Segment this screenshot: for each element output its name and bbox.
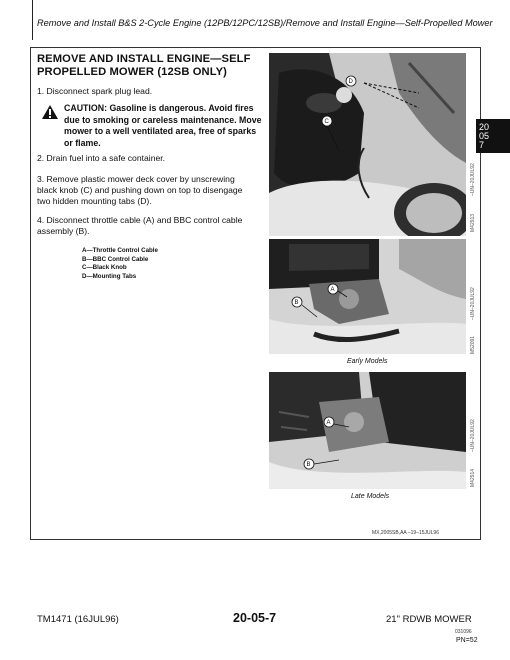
figure-2-code: M52091 [470, 335, 476, 354]
box-footer-code: MX,2005SB,AA –19–15JUL96 [372, 530, 439, 536]
legend-item: A—Throttle Control Cable [82, 247, 158, 254]
callout-a: A [326, 420, 331, 426]
callout-b: B [294, 300, 299, 306]
step-1: 1. Disconnect spark plug lead. [37, 86, 153, 96]
figure-1-date-code: –UN–20JUL92 [470, 163, 476, 196]
step-3-line1: 3. Remove plastic mower deck cover by unscrewing [37, 174, 235, 184]
step-2: 2. Drain fuel into a safe container. [37, 153, 166, 163]
step-3 [37, 174, 242, 208]
callout-b: B [306, 462, 311, 468]
figure-1-code: M42913 [470, 213, 476, 232]
section-tab [476, 119, 510, 153]
tab-line3: 7 [479, 140, 485, 150]
footer-page-number: 20-05-7 [233, 611, 277, 625]
running-header: Remove and Install B&S 2-Cycle Engine (12PB/12PC/12SB)/Remove and Install Engine—Self-Propelled Mower [37, 18, 493, 28]
section-title [37, 53, 267, 78]
figure-3-code: M42914 [470, 468, 476, 487]
figure-2-photo [269, 239, 466, 354]
step-4-line1: 4. Disconnect throttle cable (A) and BBC control cable [37, 215, 243, 225]
figure-3-photo [269, 372, 466, 489]
step-4 [37, 215, 242, 237]
figure-2-date-code: –UN–20JUL92 [470, 287, 476, 320]
step-4-line2: assembly (B). [37, 226, 90, 237]
legend-item: D—Mounting Tabs [82, 272, 137, 280]
figure-1-photo [269, 53, 466, 236]
figure-3-date-code: –UN–20JUL92 [470, 419, 476, 452]
figure-3-caption: Late Models [351, 493, 390, 500]
figure-2-caption: Early Models [347, 358, 388, 365]
footer-pn: PN=52 [456, 637, 478, 644]
callout-c: C [324, 119, 329, 125]
tab-line2: 05 [479, 131, 490, 141]
callout-d: D [348, 79, 353, 85]
figure-legend [82, 247, 158, 281]
callout-a: A [330, 287, 335, 293]
margin-rule [32, 0, 33, 40]
section-title-line1: REMOVE AND INSTALL ENGINE—SELF [37, 53, 251, 65]
step-3-line2: black knob (C) and pushing down on top to disengage [37, 185, 243, 196]
footer-model: 21" RDWB MOWER [386, 614, 472, 625]
tab-line1: 20 [479, 122, 490, 132]
warning-triangle-icon [41, 104, 59, 125]
footer-date: 031096 [455, 629, 472, 635]
legend-item: C—Black Knob [82, 264, 127, 271]
caution-text: CAUTION: Gasoline is dangerous. Avoid fires due to smoking or careless maintenance. Move mower to a well ventilated area, free of sparks or flame. [64, 103, 262, 148]
footer-manual-id: TM1471 (16JUL96) [37, 614, 119, 625]
legend-item: B—BBC Control Cable [82, 255, 149, 263]
step-3-line3: two hidden mounting tabs (D). [37, 196, 152, 207]
section-title-line2: PROPELLED MOWER (12SB ONLY) [37, 65, 228, 78]
